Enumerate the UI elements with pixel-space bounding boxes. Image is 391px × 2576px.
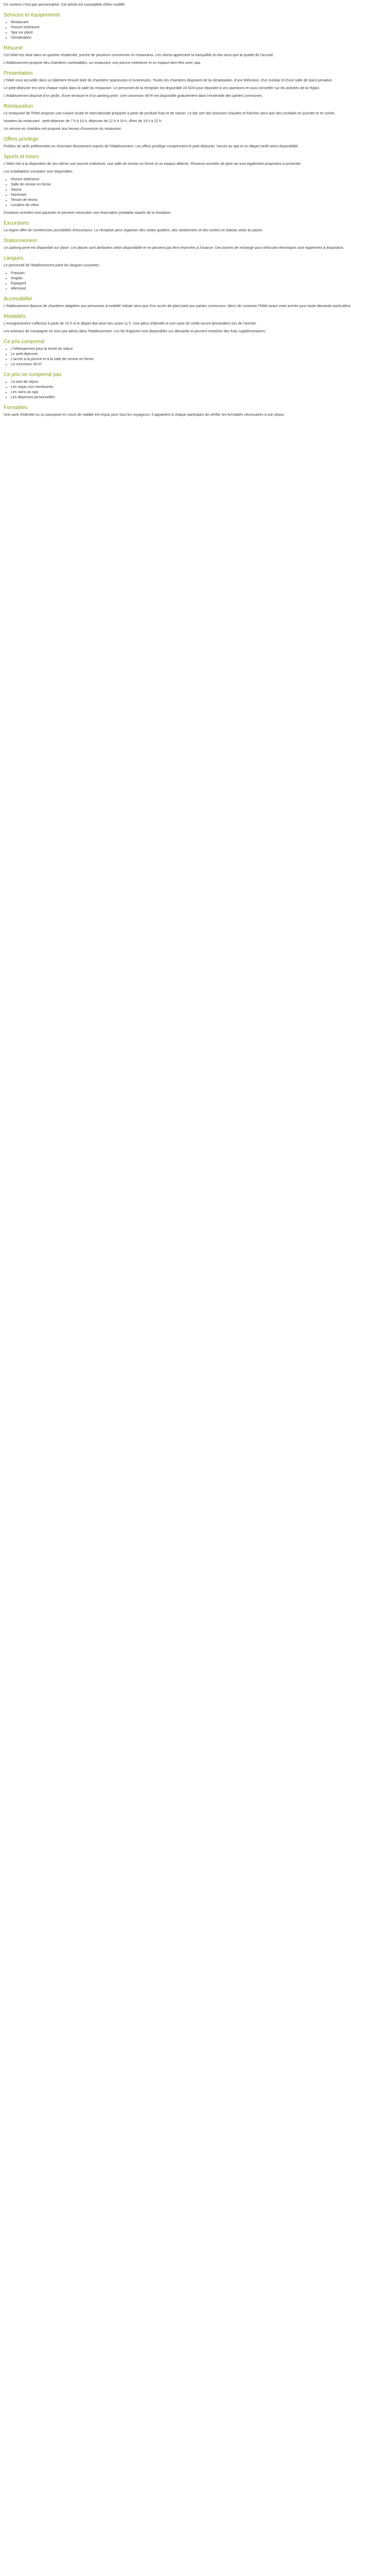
- section-paragraph: Horaires du restaurant : petit-déjeuner de 7 h à 10 h, déjeuner de 12 h à 14 h, dîner de 19 h à 22 h.: [4, 120, 162, 123]
- list-item: • Le petit-déjeuner: [11, 352, 387, 357]
- list-item: • Location de vélos: [11, 203, 387, 208]
- section: [4, 372, 387, 400]
- section: [4, 154, 387, 215]
- list-item: • Piscine extérieure: [11, 177, 387, 182]
- section-paragraph: Le personnel de l'établissement parle les langues suivantes :: [4, 264, 101, 267]
- list-item: • Anglais: [11, 276, 387, 281]
- list-item: • Les dépenses personnelles: [11, 395, 387, 400]
- section-paragraph: La région offre de nombreuses possibilités d'excursions. La réception peut organiser des visites guidées, des randonnées et des sorties en bateau selon la saison.: [4, 229, 264, 232]
- amenity-item: • Piscine extérieure: [11, 25, 387, 30]
- list-item: • L'accès à la piscine et à la salle de remise en forme: [11, 357, 387, 362]
- section-paragraph: Profitez de tarifs préférentiels en réservant directement auprès de l'établissement. Les offres privilège comprennent le petit-déjeuner, l'accès au spa et un départ tardif selon disponibilité.: [4, 145, 299, 148]
- section: [4, 137, 387, 149]
- section-title: Formalités: [4, 405, 28, 411]
- section-title: Offres privilège: [4, 137, 39, 142]
- section-list: [4, 347, 387, 367]
- section-title: Ce prix comprend: [4, 339, 44, 345]
- section-paragraph: L'établissement propose des chambres confortables, un restaurant, une piscine extérieure et un espace bien-être avec spa.: [4, 61, 201, 65]
- section-paragraph: Les animaux de compagnie ne sont pas admis dans l'établissement. Les lits d'appoint sont disponibles sur demande et peuvent entraîner des frais supplémentaires.: [4, 330, 266, 333]
- section-title: Excursions: [4, 221, 29, 226]
- list-item: • Allemand: [11, 286, 387, 291]
- list-item: • Salle de remise en forme: [11, 182, 387, 187]
- section-list: [4, 380, 387, 400]
- section-paragraph: Une carte d'identité ou un passeport en cours de validité est requis pour tous les voyageurs. Il appartient à chaque participant de vérifier les formalités nécessaires à son séjour.: [4, 413, 285, 417]
- section-title: Présentation: [4, 71, 33, 76]
- section-paragraph: L'établissement dispose de chambres adaptées aux personnes à mobilité réduite ainsi que d'un accès de plain-pied aux parties communes. Merci de contacter l'hôtel avant votre arrivée pour toute demande particulière.: [4, 304, 352, 308]
- section-paragraph: Le restaurant de l'hôtel propose une cuisine locale et internationale préparée à partir de produits frais et de saison. Le bar sert des boissons chaudes et fraîches ainsi que des cocktails en journée et en soirée.: [4, 112, 336, 115]
- list-item: • Hammam: [11, 193, 387, 197]
- section: [4, 221, 387, 233]
- list-item: • La taxe de séjour: [11, 380, 387, 384]
- page: [0, 0, 391, 427]
- list-item: • Espagnol: [11, 281, 387, 286]
- section: [4, 45, 387, 65]
- section: [4, 71, 387, 98]
- section-paragraph: Un service en chambre est proposé aux heures d'ouverture du restaurant.: [4, 127, 122, 131]
- section-list: [4, 271, 387, 291]
- amenity-item: • Restaurant: [11, 20, 387, 25]
- section-paragraph: Certaines activités sont payantes et peuvent nécessiter une réservation préalable auprès de la réception.: [4, 211, 172, 215]
- amenity-item: • Climatisation: [11, 36, 387, 40]
- section: [4, 238, 387, 250]
- section-paragraph: Les installations suivantes sont disponibles :: [4, 170, 75, 174]
- section-paragraph: L'établissement dispose d'un jardin, d'une terrasse et d'un parking privé. Une connexion Wi-Fi est disponible gratuitement dans l'ensemble des parties communes.: [4, 94, 263, 98]
- section: [4, 104, 387, 131]
- list-item: • L'hébergement pour la durée du séjour: [11, 347, 387, 351]
- section-title: Sports et loisirs: [4, 154, 39, 160]
- section-title: Ce prix ne comprend pas: [4, 372, 61, 378]
- section-paragraph: Cet hôtel est situé dans un quartier résidentiel, proche de plusieurs commerces et restaurants. Les clients apprécient la tranquillité du lieu ainsi que la qualité de l'accueil.: [4, 54, 274, 57]
- section-paragraph: Le petit-déjeuner est servi chaque matin dans la salle du restaurant. Le personnel de la réception est disponible 24 h/24 pour répondre à vos questions et vous conseiller sur les activités de la région.: [4, 87, 320, 90]
- section: [4, 339, 387, 367]
- section-title: Stationnement: [4, 238, 37, 244]
- section-paragraph: L'enregistrement s'effectue à partir de 15 h et le départ doit avoir lieu avant 11 h. Une pièce d'identité et une carte de crédit seront demandées lors de l'arrivée.: [4, 322, 257, 326]
- section-paragraph: L'hôtel met à la disposition de ses clients une piscine extérieure, une salle de remise en forme et un espace détente. Plusieurs activités de plein air sont également proposées à proximité.: [4, 162, 302, 166]
- section-title: Résumé: [4, 45, 23, 51]
- intro-note: Ce contenu n'est pas personnalisé. Cet article est susceptible d'être modifié.: [4, 3, 126, 7]
- list-item: • Les repas non mentionnés: [11, 385, 387, 389]
- section: [4, 256, 387, 291]
- list-item: • Terrain de tennis: [11, 198, 387, 202]
- list-item: • Français: [11, 271, 387, 276]
- section: [4, 314, 387, 334]
- section: [4, 405, 387, 417]
- section-title: Accessibilité: [4, 296, 32, 302]
- amenity-item: • Spa sur place: [11, 30, 387, 35]
- amenities-title: Services et équipements: [4, 12, 60, 18]
- section-title: Langues: [4, 256, 24, 261]
- section: [4, 296, 387, 309]
- section-paragraph: L'hôtel vous accueille dans un bâtiment rénové doté de chambres spacieuses et lumineuses. Toutes les chambres disposent de la climatisation, d'une télévision, d'un minibar et d'une salle de bains privative.: [4, 79, 333, 82]
- list-item: • Les soins au spa: [11, 390, 387, 395]
- amenities-list: [4, 20, 387, 40]
- section-list: [4, 177, 387, 208]
- list-item: • Sauna: [11, 188, 387, 192]
- list-item: • La connexion Wi-Fi: [11, 362, 387, 367]
- section-title: Restauration: [4, 104, 33, 109]
- content-sections: [4, 45, 387, 417]
- section-title: Modalités: [4, 314, 26, 319]
- section-paragraph: Un parking privé est disponible sur place. Les places sont attribuées selon disponibilité et ne peuvent pas être réservées à l'avance. Des bornes de recharge pour véhicules électriques sont également à disposition.: [4, 246, 345, 250]
